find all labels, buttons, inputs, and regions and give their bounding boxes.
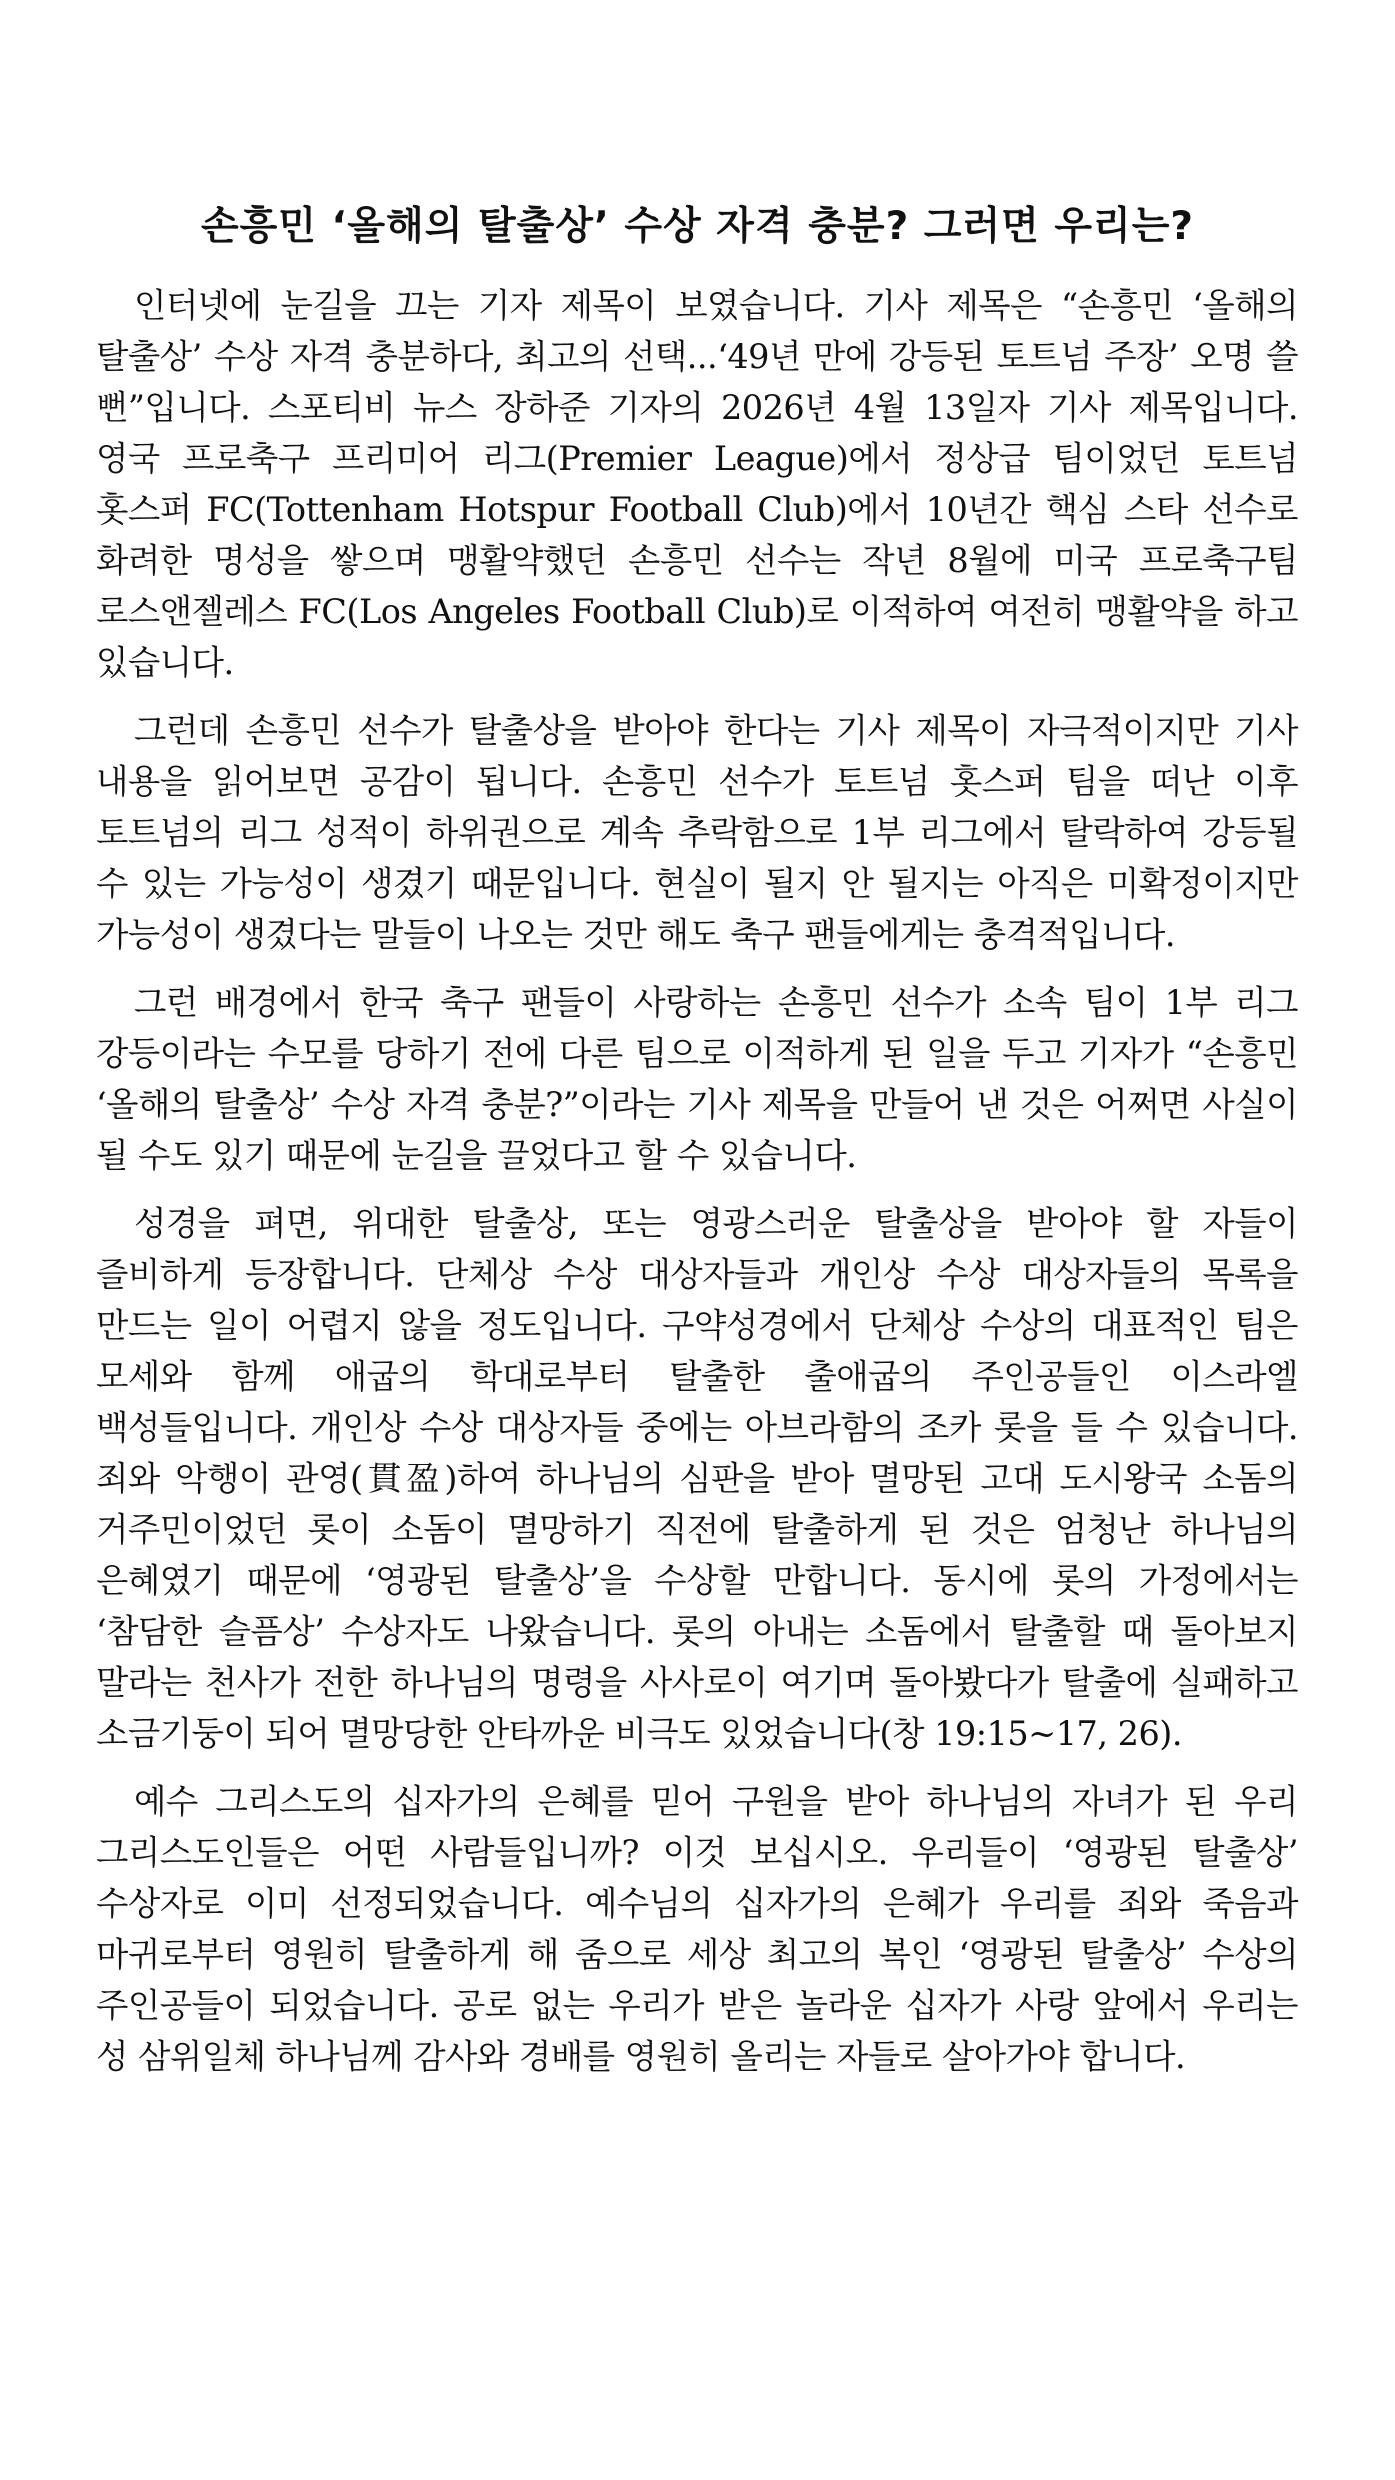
article-title: 손흥민 ‘올해의 탈출상’ 수상 자격 충분? 그러면 우리는? — [200, 204, 1195, 249]
paragraph: 예수 그리스도의 십자가의 은혜를 믿어 구원을 받아 하나님의 자녀가 된 우리 그리스도인들은 어떤 사람들입니까? 이것 보십시오. 우리들이 ‘영광된 탈출상’ 수상자로 이미 선정되었습니다. 예수님의 십자가의 은혜가 우리를 죄와 죽음과 마귀로부터 영원히 탈출하게 해 줌으로 세상 최고의 복인 ‘영광된 탈출상’ 수상의 주인공들이 되었습니다. 공로 없는 우리가 받은 놀라운 십자가 사랑 앞에서 우리는 성 삼위일체 하나님께 감사와 경배를 영원히 올리는 자들로 살아가야 합니다. — [96, 1782, 1298, 2076]
paragraph: 그런 배경에서 한국 축구 팬들이 사랑하는 손흥민 선수가 소속 팀이 1부 리그 강등이라는 수모를 당하기 전에 다른 팀으로 이적하게 된 일을 두고 기자가 “손흥민 ‘올해의 탈출상’ 수상 자격 충분?”이라는 기사 제목을 만들어 낸 것은 어쩌면 사실이 될 수도 있기 때문에 눈길을 끌었다고 할 수 있습니다. — [96, 983, 1298, 1175]
article-body — [96, 280, 1298, 2099]
paragraph: 인터넷에 눈길을 끄는 기자 제목이 보였습니다. 기사 제목은 “손흥민 ‘올해의 탈출상’ 수상 자격 충분하다, 최고의 선택...‘49년 만에 강등된 토트넘 주장’ 오명 쓸 뻔”입니다. 스포티비 뉴스 장하준 기자의 2026년 4월 13일자 기사 제목입니다. 영국 프로축구 프리미어 리그(Premier League)에서 정상급 팀이었던 토트넘 홋스퍼 FC(Tottenham Hotspur Football Club)에서 10년간 핵심 스타 선수로 화려한 명성을 쌓으며 맹활약했던 손흥민 선수는 작년 8월에 미국 프로축구팀 로스앤젤레스 FC(Los Angeles Football Club)로 이적하여 여전히 맹활약을 하고 있습니다. — [96, 286, 1298, 682]
paragraph: 그런데 손흥민 선수가 탈출상을 받아야 한다는 기사 제목이 자극적이지만 기사 내용을 읽어보면 공감이 됩니다. 손흥민 선수가 토트넘 홋스퍼 팀을 떠난 이후 토트넘의 리그 성적이 하위권으로 계속 추락함으로 1부 리그에서 탈락하여 강등될 수 있는 가능성이 생겼기 때문입니다. 현실이 될지 안 될지는 아직은 미확정이지만 가능성이 생겼다는 말들이 나오는 것만 해도 축구 팬들에게는 충격적입니다. — [96, 711, 1298, 954]
paragraph: 성경을 펴면, 위대한 탈출상, 또는 영광스러운 탈출상을 받아야 할 자들이 즐비하게 등장합니다. 단체상 수상 대상자들과 개인상 수상 대상자들의 목록을 만드는 일이 어렵지 않을 정도입니다. 구약성경에서 단체상 수상의 대표적인 팀은 모세와 함께 애굽의 학대로부터 탈출한 출애굽의 주인공들인 이스라엘 백성들입니다. 개인상 수상 대상자들 중에는 아브라함의 조카 롯을 들 수 있습니다. 죄와 악행이 관영(貫盈)하여 하나님의 심판을 받아 멸망된 고대 도시왕국 소돔의 거주민이었던 롯이 소돔이 멸망하기 직전에 탈출하게 된 것은 엄청난 하나님의 은혜였기 때문에 ‘영광된 탈출상’을 수상할 만합니다. 동시에 롯의 가정에서는 ‘참담한 슬픔상’ 수상자도 나왔습니다. 롯의 아내는 소돔에서 탈출할 때 돌아보지 말라는 천사가 전한 하나님의 명령을 사사로이 여기며 돌아봤다가 탈출에 실패하고 소금기둥이 되어 멸망당한 안타까운 비극도 있었습니다(창 19:15~17, 26). — [96, 1204, 1298, 1753]
